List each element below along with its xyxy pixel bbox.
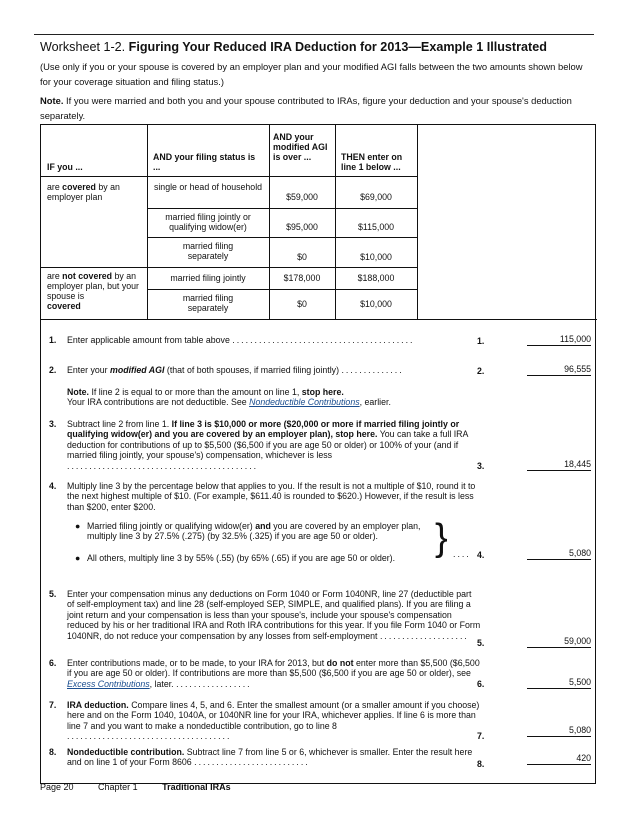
line-3-text: Subtract line 2 from line 1. If line 3 is $10,000 or more ($20,000 or more if married filing jointly or qualifying widow(er) and you are covered by an employer plan), stop here. You can take a full IRA deduction for contributions of up to $5,500 ($6,500 if you are age 50 or older) or 100% of your (and if married filing jointly, your spouse's) compensation, whichever is less ........................................... xyxy=(67,419,468,471)
line-8-text: Nondeductible contribution. Subtract line 7 from line 5 or 6, whichever is smaller. Enter the result here and on line 1 of your Form 8606 .......................... xyxy=(67,747,473,768)
line-8-number: 8. xyxy=(49,747,57,757)
line-6-ref: 6. xyxy=(477,679,485,689)
line-5-number: 5. xyxy=(49,589,57,599)
nondeductible-contributions-link[interactable]: Nondeductible Contributions xyxy=(249,397,360,408)
line-7-number: 7. xyxy=(49,700,57,710)
line-2-note: Note. If line 2 is equal to or more than the amount on line 1, stop here. Your IRA contributions are not deductible. See Nondeductible Contributions, earlier. xyxy=(67,387,391,408)
row1-status: single or head of household xyxy=(153,182,263,192)
line-4-bullet-1: Married filing jointly or qualifying widow(er) and you are covered by an employer plan, multiply line 3 by 27.5% (.275) (by 32.5% (.325) if you are age 50 or older). xyxy=(87,521,421,542)
line-2-ref: 2. xyxy=(477,366,485,376)
bullet-icon: ● xyxy=(75,553,81,563)
worksheet-intro: (Use only if you or your spouse is covered by an employer plan and your modified AGI falls between the two amounts shown below for your coverage situation and filing status.) xyxy=(40,61,583,87)
line-1-value: 115,000 xyxy=(527,334,591,346)
line-1-text: Enter applicable amount from table above ......................................... xyxy=(67,335,415,345)
header-modified-agi: AND your modified AGI is over ... xyxy=(273,132,328,162)
right-brace-icon: } xyxy=(435,517,448,559)
row1-amount: $69,000 xyxy=(360,192,392,202)
line-6-text: Enter contributions made, or to be made, to your IRA for 2013, but do not enter more than $5,500 ($6,500 if you are age 50 or older). If contributions are more than $5,500 ($6,500 if you are age 50 or older), see Excess Contributions, later. ................. xyxy=(67,658,480,689)
line-7-value: 5,080 xyxy=(527,725,591,737)
page-number: Page 20 xyxy=(40,782,74,792)
line-3-number: 3. xyxy=(49,419,57,429)
worksheet-note: Note. If you were married and both you and your spouse contributed to IRAs, figure your deduction and your spouse's deduction separately. xyxy=(40,95,572,121)
line-4-number: 4. xyxy=(49,481,57,491)
not-covered-label: are not covered by an employer plan, but your spouse is covered xyxy=(47,271,139,311)
row2-status: married filing jointly or qualifying widow(er) xyxy=(165,212,251,232)
row5-agi: $0 xyxy=(297,299,307,309)
row4-status: married filing jointly xyxy=(170,273,246,283)
worksheet-frame xyxy=(40,124,596,784)
line-2-text: Enter your modified AGI (that of both spouses, if married filing jointly) .............. xyxy=(67,365,404,375)
line-2-value: 96,555 xyxy=(527,364,591,376)
header-filing-status: AND your filing status is ... xyxy=(153,152,256,172)
line-3-ref: 3. xyxy=(477,461,485,471)
header-then-enter: THEN enter on line 1 below ... xyxy=(341,152,403,172)
line-4-value: 5,080 xyxy=(527,548,591,560)
line-3-value: 18,445 xyxy=(527,459,591,471)
row5-status: married filing separately xyxy=(182,293,234,313)
row3-amount: $10,000 xyxy=(360,252,392,262)
line-7-ref: 7. xyxy=(477,731,485,741)
line-1-ref: 1. xyxy=(477,336,485,346)
row1-agi: $59,000 xyxy=(286,192,318,202)
line-4-bullet-2: All others, multiply line 3 by 55% (.55) (by 65% (.65) if you are age 50 or older). xyxy=(87,553,396,563)
worksheet-title: Worksheet 1-2. Figuring Your Reduced IRA Deduction for 2013—Example 1 Illustrated xyxy=(40,40,547,54)
row3-agi: $0 xyxy=(297,252,307,262)
row4-agi: $178,000 xyxy=(283,273,321,283)
line-6-number: 6. xyxy=(49,658,57,668)
header-if-you: IF you ... xyxy=(47,162,83,172)
line-8-ref: 8. xyxy=(477,759,485,769)
excess-contributions-link[interactable]: Excess Contributions xyxy=(67,678,150,689)
line-7-text: IRA deduction. Compare lines 4, 5, and 6. Enter the smallest amount (or a smaller amount if you choose) here and on the Form 1040, 1040A, or 1040NR line for your IRA, whichever applies. If line 6 is more than line 7 and you want to make a nondeductible contribution, go to line 8 ..................................... xyxy=(67,700,480,742)
line-6-value: 5,500 xyxy=(527,677,591,689)
line-2-number: 2. xyxy=(49,365,57,375)
chapter-label: Chapter 1 xyxy=(98,782,138,792)
row2-amount: $115,000 xyxy=(357,222,395,232)
line-4-leader: .... xyxy=(453,549,471,559)
line-4-text: Multiply line 3 by the percentage below that applies to you. If the result is not a multiple of $10, round it to the next highest multiple of $10. (For example, $611.40 is rounded to $620.) However, if the result is less than $200, enter $200. xyxy=(67,481,476,512)
line-8-value: 420 xyxy=(527,753,591,765)
row2-agi: $95,000 xyxy=(286,222,318,232)
bullet-icon: ● xyxy=(75,521,81,531)
line-5-text: Enter your compensation minus any deductions on Form 1040 or Form 1040NR, line 27 (deductible part of self-employment tax) and line 28 (self-employed SEP, SIMPLE, and qualified plans). If you are filing a joint return and your compensation is less than your spouse's, include your spouse's compensation reduced by his or her traditional IRA and Roth IRA contributions for this year. If you file Form 1040 or Form 1040NR, do not reduce your compensation by any losses from self-employment .................... xyxy=(67,589,481,641)
line-4-ref: 4. xyxy=(477,550,485,560)
top-rule xyxy=(34,34,594,35)
covered-label: are covered by an employer plan xyxy=(47,182,120,202)
row3-status: married filing separately xyxy=(182,241,234,261)
section-title: Traditional IRAs xyxy=(162,782,231,792)
page-footer xyxy=(40,782,231,792)
row4-amount: $188,000 xyxy=(357,273,395,283)
line-1-number: 1. xyxy=(49,335,57,345)
line-5-ref: 5. xyxy=(477,638,485,648)
line-5-value: 59,000 xyxy=(527,636,591,648)
row5-amount: $10,000 xyxy=(360,299,392,309)
